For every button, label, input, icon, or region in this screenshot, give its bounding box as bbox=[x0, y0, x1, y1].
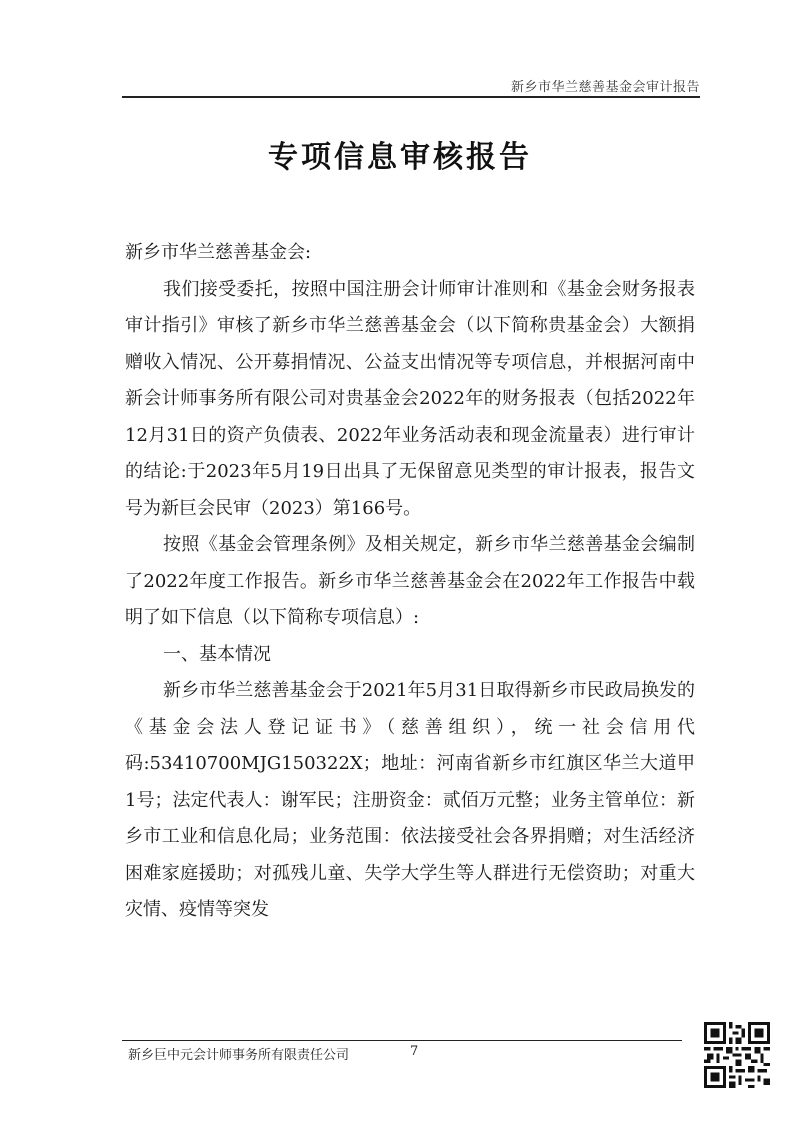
footer-divider bbox=[122, 1040, 682, 1041]
paragraph-engagement: 我们接受委托，按照中国注册会计师审计准则和《基金会财务报表审计指引》审核了新乡市华兰慈善基金会（以下简称贵基金会）大额捐赠收入情况、公开募捐情况、公益支出情况等专项信息，并根据河南中新会计师事务所有限公司对贵基金会2022年的财务报表（包括2022年12月31日的资产负债表、2022年业务活动表和现金流量表）进行审计的结论:于2023年5月19日出具了无保留意见类型的审计报表，报告文号为新巨会民审（2023）第166号。 bbox=[125, 278, 695, 519]
paragraph-basic-info: 新乡市华兰慈善基金会于2021年5月31日取得新乡市民政局换发的《基金会法人登记证书》（慈善组织），统一社会信用代码:53410700MJG150322X；地址：河南省新乡市红旗区华兰大道甲1号；法定代表人：谢军民；注册资金：贰佰万元整；业务主管单位：新乡市工业和信息化局；业务范围：依法接受社会各界捐赠；对生活经济困难家庭援助；对孤残儿童、失学大学生等人群进行无偿资助；对重大灾情、疫情等突发 bbox=[125, 680, 695, 920]
header-divider bbox=[122, 96, 700, 98]
section-heading-basic-info: 一、基本情况 bbox=[163, 643, 271, 665]
running-header: 新乡市华兰慈善基金会审计报告 bbox=[510, 80, 700, 95]
page-title: 专项信息审核报告 bbox=[268, 140, 532, 175]
footer-firm-name: 新乡巨中元会计师事务所有限责任公司 bbox=[128, 1048, 350, 1063]
page-number: 7 bbox=[410, 1044, 419, 1059]
paragraph-regulation: 按照《基金会管理条例》及相关规定，新乡市华兰慈善基金会编制了2022年度工作报告。新乡市华兰慈善基金会在2022年工作报告中载明了如下信息（以下简称专项信息）: bbox=[125, 534, 695, 628]
qr-code-icon bbox=[704, 1022, 770, 1088]
document-body bbox=[125, 235, 695, 929]
salutation: 新乡市华兰慈善基金会: bbox=[125, 242, 312, 263]
